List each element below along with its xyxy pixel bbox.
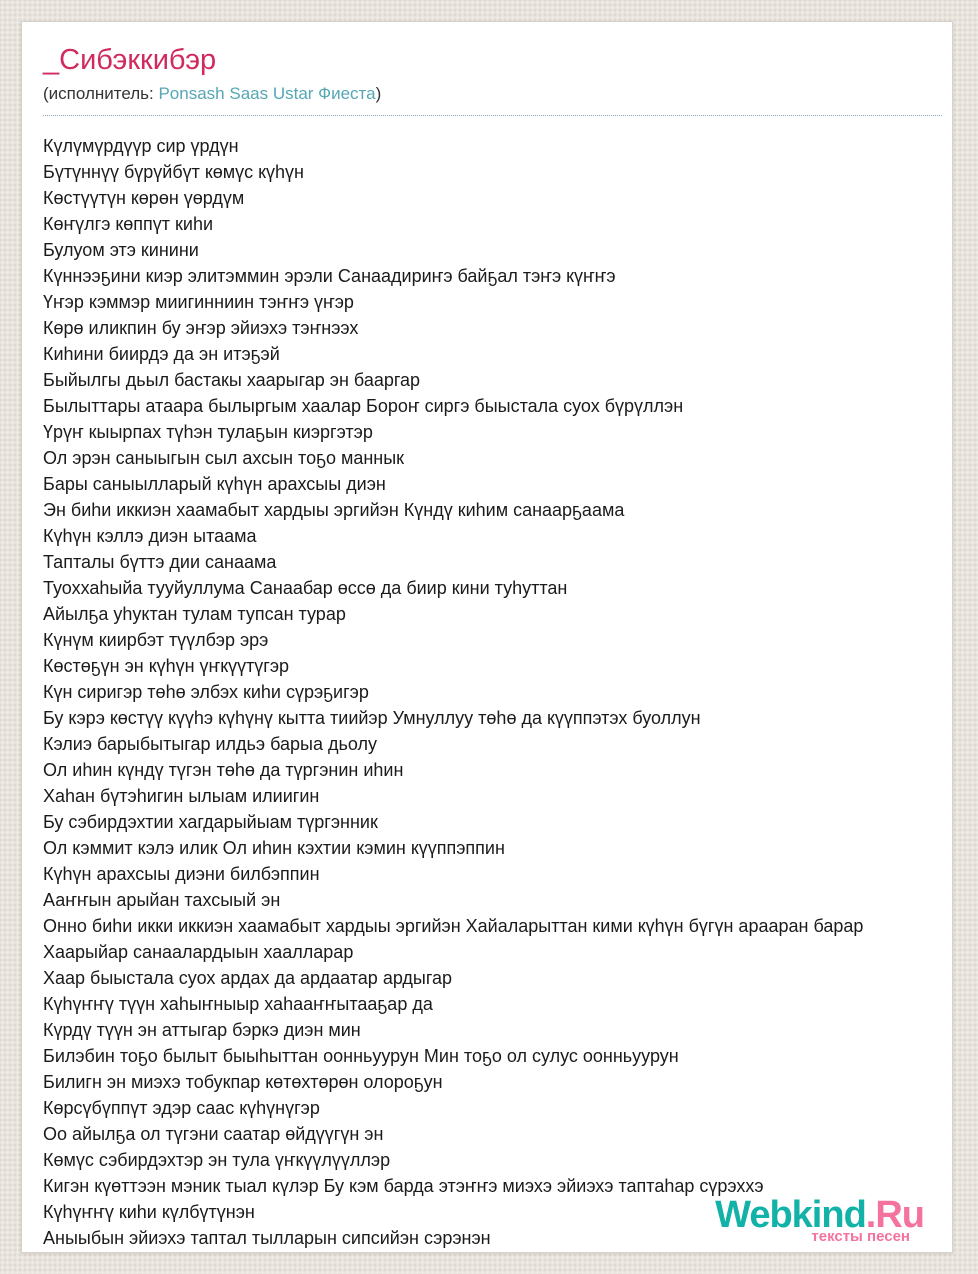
webkind-logo[interactable] — [715, 1196, 924, 1244]
lyric-line: Күрдү түүн эн аттыгар бэркэ диэн мин — [43, 1020, 361, 1040]
lyric-line: Күннээҕини киэр элитэммин эрэли Санаадириҥэ байҕал тэҥэ күҥҥэ — [43, 266, 616, 286]
lyric-line: Ол иһин күндү түгэн төһө да түргэнин иһин — [43, 760, 404, 780]
artist-line — [43, 84, 942, 116]
lyric-line: Онно биһи икки иккиэн хаамабыт хардыы эргийэн Хайаларыттан кими күһүн бүгүн арааран барар — [43, 916, 864, 936]
lyric-line: Көстүүтүн көрөн үөрдүм — [43, 188, 245, 208]
lyric-line: Кигэн күөттээн мэник тыал күлэр Бу кэм барда этэҥҥэ миэхэ эйиэхэ таптаһар сүрэххэ — [43, 1176, 764, 1196]
lyric-line: Бары саныылларый күһүн арахсыы диэн — [43, 474, 386, 494]
lyric-line: Тапталы бүттэ дии санаама — [43, 552, 277, 572]
lyric-line: Киһини биирдэ да эн итэҕэй — [43, 344, 280, 364]
lyric-line: Көрсүбүппүт эдэр саас күһүнүгэр — [43, 1098, 320, 1118]
lyric-line: Көмүс сэбирдэхтэр эн тула үҥкүүлүүллэр — [43, 1150, 391, 1170]
lyric-line: Бу кэрэ көстүү күүһэ күһүнү кытта тиийэр Умнуллуу төһө да күүппэтэх буоллун — [43, 708, 701, 728]
lyric-line: Күһүн арахсыы диэни билбэппин — [43, 864, 320, 884]
lyric-line: Кэлиэ барыбытыгар илдьэ барыа дьолу — [43, 734, 377, 754]
artist-suffix-label: ) — [375, 84, 382, 103]
lyric-line: Хаарыйар санаалардыын хаалларар — [43, 942, 354, 962]
lyric-line: Былыттары атаара былыргым хаалар Бороҥ сиргэ быыстала суох бүрүллэн — [43, 396, 684, 416]
lyric-line: Аныыбын эйиэхэ таптал тылларын сипсийэн сэрэнэн — [43, 1228, 491, 1248]
logo-brand-label: Webkind — [715, 1194, 866, 1236]
lyric-line: Бүтүннүү бүрүйбүт көмүс күһүн — [43, 162, 304, 182]
lyric-line: Бу сэбирдэхтии хагдарыйыам түргэнник — [43, 812, 378, 832]
lyric-line: Хаһан бүтэһигин ылыам илиигин — [43, 786, 320, 806]
lyric-line: Күнүм киирбэт түүлбэр эрэ — [43, 630, 269, 650]
lyric-line: Булуом этэ кинини — [43, 240, 199, 260]
artist-prefix-label: (исполнитель: — [43, 84, 159, 103]
lyric-line: Ол кэммит кэлэ илик Ол иһин кэхтии кэмин күүппэппин — [43, 838, 505, 858]
page-title: _Сибэккибэр — [43, 44, 217, 76]
lyric-line: Үрүҥ кыырпах түһэн тулаҕын киэргэтэр — [43, 422, 373, 442]
lyric-line: Күһүҥҥү киһи күлбүтүнэн — [43, 1202, 255, 1222]
logo-domain-label: .Ru — [865, 1194, 924, 1236]
lyric-line: Күһүҥҥү түүн хаһыҥныыр хаһааҥҥытааҕар да — [43, 994, 433, 1014]
lyrics-block — [43, 133, 944, 1251]
lyric-line: Туоххаһыйа тууйуллума Санаабар өссө да биир кини туһуттан — [43, 578, 568, 598]
lyric-line: Айылҕа уһуктан тулам тупсан турар — [43, 604, 346, 624]
lyric-line: Оо айылҕа ол түгэни саатар өйдүүгүн эн — [43, 1124, 384, 1144]
lyric-line: Билигн эн миэхэ тобукпар көтөхтөрөн олороҕун — [43, 1072, 443, 1092]
lyric-line: Үҥэр кэммэр миигинниин тэҥҥэ үҥэр — [43, 292, 354, 312]
lyric-line: Күн сиригэр төһө элбэх киһи сүрэҕигэр — [43, 682, 369, 702]
lyric-line: Көрө иликпин бу эҥэр эйиэхэ тэҥнээх — [43, 318, 359, 338]
artist-link[interactable]: Ponsash Saas Ustar Фиеста — [158, 84, 376, 103]
lyric-line: Быйылгы дьыл бастакы хаарыгар эн бааргар — [43, 370, 421, 390]
content-card — [21, 21, 953, 1253]
lyric-line: Ол эрэн саныыгын сыл ахсын тоҕо маннык — [43, 448, 405, 468]
lyric-line: Күлүмүрдүүр сир үрдүн — [43, 136, 239, 156]
lyric-line: Билэбин тоҕо былыт быыһыттан оонньуурун Мин тоҕо ол сулус оонньуурун — [43, 1046, 679, 1066]
lyric-line: Эн биһи иккиэн хаамабыт хардыы эргийэн Күндү киһим санаарҕаама — [43, 500, 625, 520]
logo-tagline-label: тексты песен — [811, 1228, 910, 1245]
lyric-line: Күһүн кэллэ диэн ытаама — [43, 526, 257, 546]
lyric-line: Хаар быыстала суох ардах да ардаатар ардыгар — [43, 968, 453, 988]
lyric-line: Көҥүлгэ көппүт киһи — [43, 214, 214, 234]
lyric-line: Ааҥҥын арыйан тахсыый эн — [43, 890, 281, 910]
lyric-line: Көстөҕүн эн күһүн үҥкүүтүгэр — [43, 656, 290, 676]
